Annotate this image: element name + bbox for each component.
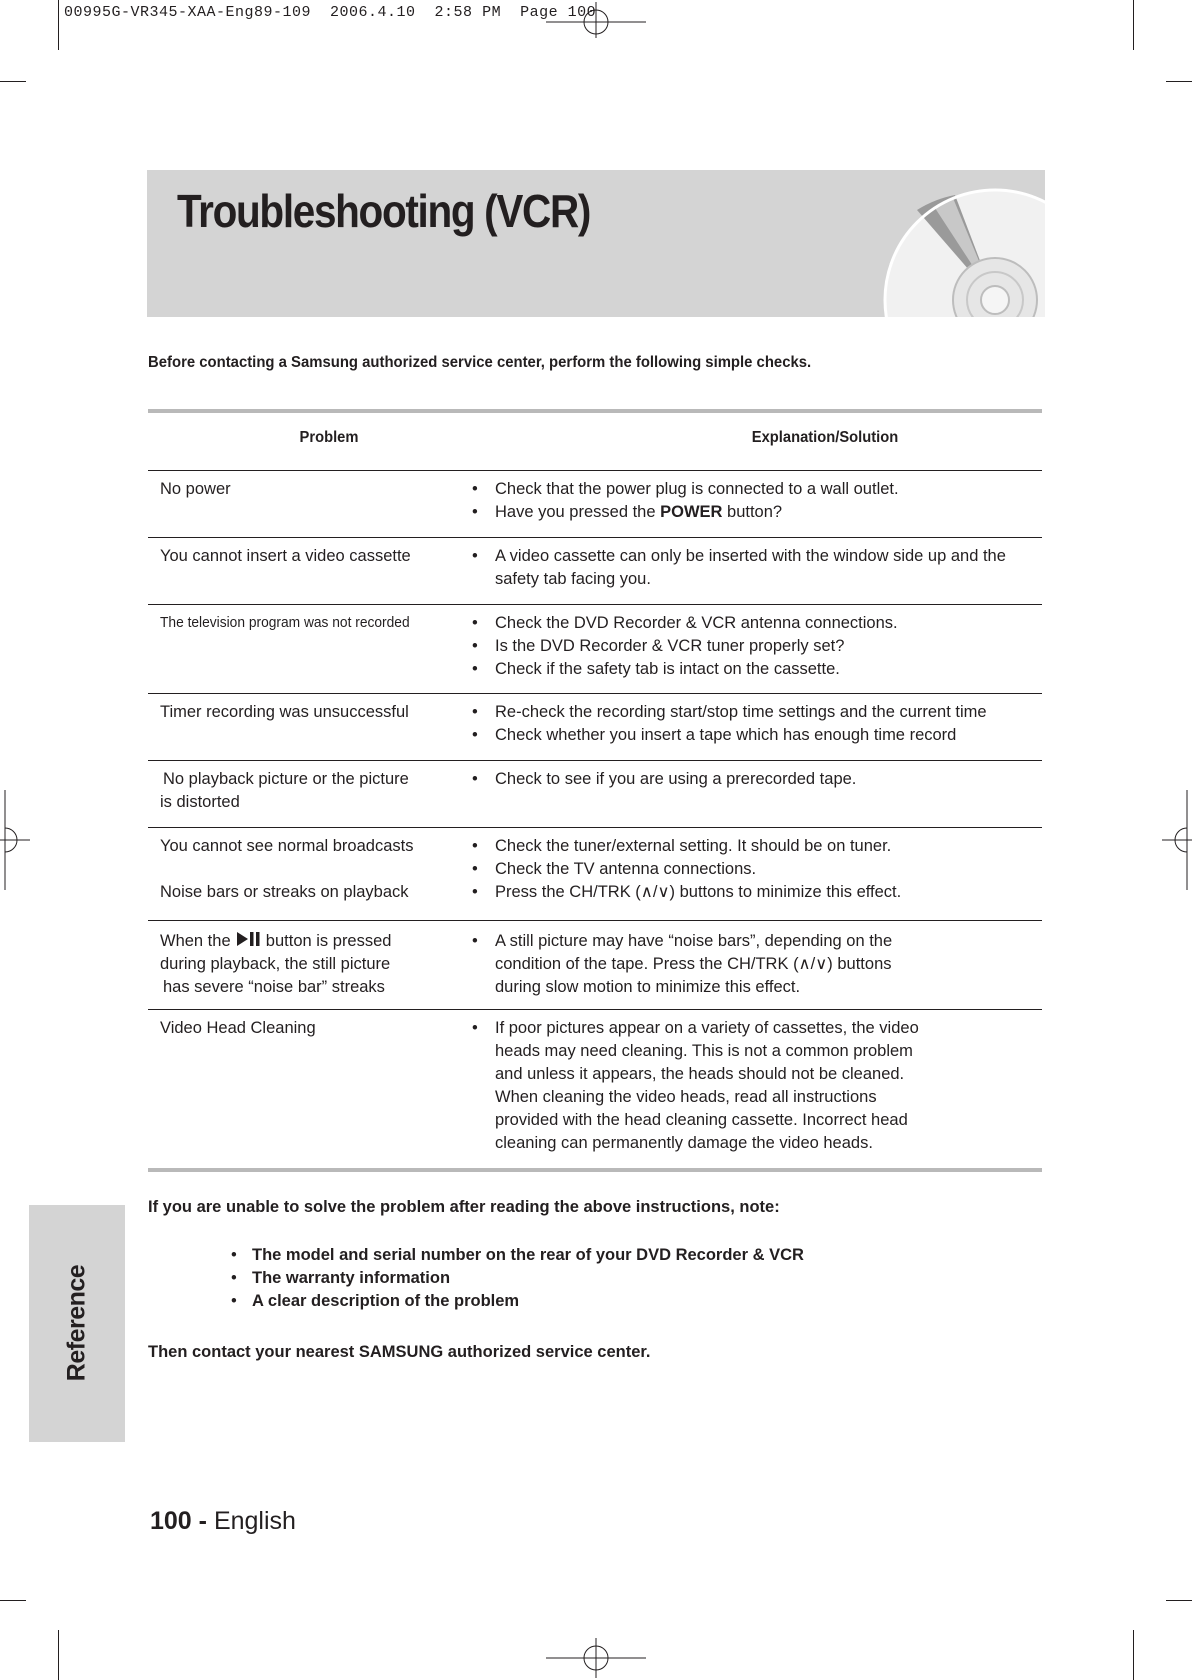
- problem-text: Video Head Cleaning: [160, 1019, 316, 1037]
- solution-item: • If poor pictures appear on a variety of cassettes, the video heads may need cleaning. This is not a common problem and unless it appears, the heads should not be cleaned. When cleaning the video heads, read all instructions provided with the head cleaning cassette. Incorrect head cleaning can permanently damage the video heads.: [464, 1017, 935, 1155]
- solution-item: • Press the CH/TRK (∧/∨) buttons to minimize this effect.: [464, 881, 1044, 904]
- list-item: • The model and serial number on the rear of your DVD Recorder & VCR: [231, 1244, 804, 1267]
- problem-text: has severe “noise bar” streaks: [163, 978, 385, 996]
- list-item: • A clear description of the problem: [231, 1290, 804, 1313]
- list-item: • The warranty information: [231, 1267, 804, 1290]
- crop-mark: [0, 1600, 26, 1601]
- solution-item: • A still picture may have “noise bars”, depending on the condition of the tape. Press the CH/TRK (∧/∨) buttons during slow motion to minimize this effect.: [464, 930, 915, 999]
- solution-item: • Check the DVD Recorder & VCR antenna connections.: [464, 612, 1044, 635]
- crop-mark: [1166, 1600, 1192, 1601]
- title-banner: [147, 170, 1045, 317]
- crop-mark: [0, 81, 26, 82]
- problem-text: You cannot insert a video cassette: [160, 547, 411, 565]
- solution-item: • Check the tuner/external setting. It should be on tuner.: [464, 835, 1044, 858]
- contact-text: Then contact your nearest SAMSUNG authorized service center.: [148, 1343, 651, 1361]
- crop-mark: [1166, 81, 1192, 82]
- problem-text: is distorted: [160, 793, 240, 811]
- solution-item: • Have you pressed the POWER button?: [464, 501, 1044, 524]
- registration-mark-left: [0, 790, 30, 890]
- problem-text: When the button is pressed: [160, 932, 392, 950]
- after-table-text: If you are unable to solve the problem after reading the above instructions, note:: [148, 1198, 780, 1216]
- print-slug: 00995G-VR345-XAA-Eng89-109 2006.4.10 2:58 PM Page 100: [64, 4, 597, 21]
- crop-mark: [58, 0, 59, 50]
- section-side-tab: [29, 1205, 125, 1442]
- table-row: [148, 1010, 1042, 1168]
- section-label: Reference: [62, 1264, 91, 1382]
- page-title: Troubleshooting (VCR): [177, 185, 591, 237]
- problem-text: Noise bars or streaks on playback: [160, 883, 409, 901]
- column-header-solution: Explanation/Solution: [751, 429, 899, 446]
- solution-item: • Re-check the recording start/stop time settings and the current time: [464, 701, 1044, 724]
- solution-item: • Check if the safety tab is intact on the cassette.: [464, 658, 1044, 681]
- table-row: [148, 471, 1042, 538]
- table-row: [148, 538, 1042, 605]
- page-number: 100 - English: [150, 1507, 296, 1535]
- play-pause-icon: [235, 931, 261, 947]
- problem-text: Timer recording was unsuccessful: [160, 703, 409, 721]
- crop-mark: [58, 1630, 59, 1680]
- table-row: [148, 761, 1042, 828]
- solution-item: • Check to see if you are using a prerecorded tape.: [464, 768, 1044, 791]
- crop-mark: [1133, 1630, 1134, 1680]
- registration-mark-right: [1162, 790, 1192, 890]
- table-row: [148, 694, 1042, 761]
- notes-list: [231, 1244, 804, 1313]
- solution-item: • A video cassette can only be inserted with the window side up and the safety tab facing you.: [464, 545, 1015, 591]
- solution-item: • Check that the power plug is connected to a wall outlet.: [464, 478, 1044, 501]
- problem-text: No power: [160, 480, 231, 498]
- registration-mark-bottom: [546, 1638, 646, 1678]
- problem-text: The television program was not recorded: [160, 615, 410, 631]
- problem-text: during playback, the still picture: [160, 955, 391, 973]
- solution-item: • Check whether you insert a tape which has enough time record: [464, 724, 1044, 747]
- table-row: [148, 828, 1042, 921]
- table-row: [148, 921, 1042, 1010]
- intro-text: Before contacting a Samsung authorized service center, perform the following simple checks.: [148, 354, 812, 371]
- solution-item: • Check the TV antenna connections.: [464, 858, 1044, 881]
- problem-text: No playback picture or the picture: [163, 770, 409, 788]
- troubleshooting-table: [148, 409, 1042, 1172]
- table-row: [148, 605, 1042, 694]
- problem-text: You cannot see normal broadcasts: [160, 837, 414, 855]
- crop-mark: [1133, 0, 1134, 50]
- solution-item: • Is the DVD Recorder & VCR tuner properly set?: [464, 635, 1044, 658]
- table-bottom-rule: [148, 1168, 1042, 1172]
- registration-mark-top: [546, 2, 646, 38]
- disc-icon: [865, 170, 1045, 317]
- column-header-problem: Problem: [299, 429, 359, 446]
- table-header: [148, 413, 1042, 471]
